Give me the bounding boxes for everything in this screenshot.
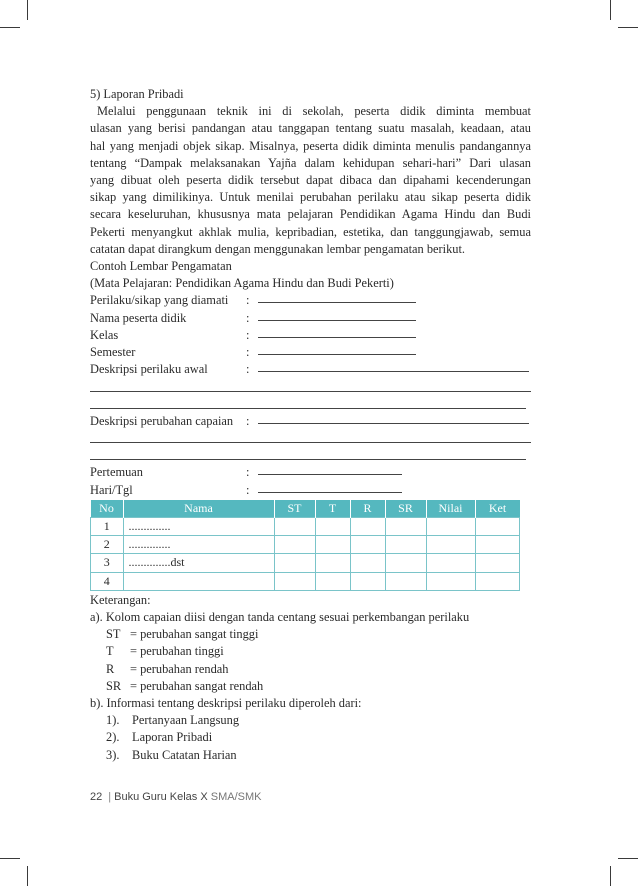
cell-t[interactable] xyxy=(315,536,350,554)
example-subtitle: (Mata Pelajaran: Pendidikan Agama Hindu dan Budi Pekerti) xyxy=(90,276,394,291)
book-title: Buku Guru Kelas X xyxy=(114,791,208,803)
form-colon: : xyxy=(246,413,250,428)
footer-separator: | xyxy=(108,791,112,803)
cell-nilai[interactable] xyxy=(426,536,475,554)
cell-t[interactable] xyxy=(315,518,350,536)
keterangan-b: b). Informasi tentang deskripsi perilaku diperoleh dari: xyxy=(90,696,362,711)
legend-item xyxy=(90,643,531,660)
section-heading: 5) Laporan Pribadi xyxy=(90,87,184,101)
cell-sr[interactable] xyxy=(385,518,426,536)
column-header-ket: Ket xyxy=(475,500,520,518)
table-row xyxy=(91,536,520,554)
column-header-nilai: Nilai xyxy=(426,500,475,518)
source-number: 2). xyxy=(106,730,120,745)
cell-st[interactable] xyxy=(274,536,315,554)
source-item xyxy=(90,747,531,764)
paragraph-line: secara keseluruhan, khususnya mata pelajaran Pendidikan Agama Hindu dan Budi xyxy=(90,207,531,222)
form-label: Hari/Tgl xyxy=(90,482,133,497)
cell-nilai[interactable] xyxy=(426,572,475,590)
page-content xyxy=(90,86,531,764)
cell-st[interactable] xyxy=(274,518,315,536)
form-colon: : xyxy=(246,345,250,360)
source-text: Laporan Pribadi xyxy=(132,730,213,745)
cell-ket[interactable] xyxy=(475,554,520,572)
paragraph-line: tentang “Dampak melaksanakan Yajña dalam kehidupan sehari-hari” Dari ulasan xyxy=(90,155,531,170)
paragraph-line: Melalui penggunaan teknik ini di sekolah, peserta didik diminta membuat xyxy=(97,104,531,119)
crop-mark xyxy=(27,0,28,20)
cell-sr[interactable] xyxy=(385,554,426,572)
cell-ket[interactable] xyxy=(475,518,520,536)
form-colon: : xyxy=(246,482,250,497)
form-colon: : xyxy=(246,327,250,342)
form-label: Pertemuan xyxy=(90,465,143,480)
crop-mark xyxy=(610,0,611,20)
observation-table xyxy=(90,500,520,591)
form-row xyxy=(90,464,531,481)
table-header-row xyxy=(91,500,520,518)
crop-mark xyxy=(618,27,638,28)
source-item xyxy=(90,729,531,746)
row-number: 3 xyxy=(91,554,124,572)
column-header-nama: Nama xyxy=(123,500,274,518)
legend-code: R xyxy=(106,661,115,676)
source-text: Buku Catatan Harian xyxy=(132,747,237,762)
row-number: 1 xyxy=(91,518,124,536)
table-row xyxy=(91,518,520,536)
form-row xyxy=(90,292,531,309)
legend-code: T xyxy=(106,644,114,659)
crop-mark xyxy=(0,27,20,28)
cell-t[interactable] xyxy=(315,554,350,572)
form-label: Deskripsi perilaku awal xyxy=(90,362,208,377)
cell-ket[interactable] xyxy=(475,536,520,554)
paragraph-line: sikap yang dimilikinya. Untuk menilai perubahan perilaku atau sikap peserta didik xyxy=(90,190,531,205)
row-name[interactable]: ..............dst xyxy=(123,554,274,572)
source-text: Pertanyaan Langsung xyxy=(132,713,240,728)
paragraph-line: hal yang menjadi objek sikap. Misalnya, peserta didik diminta menulis pandangannya xyxy=(90,138,531,153)
row-number: 4 xyxy=(91,572,124,590)
cell-t[interactable] xyxy=(315,572,350,590)
form-colon: : xyxy=(246,293,250,308)
book-level: SMA/SMK xyxy=(210,791,262,803)
cell-nilai[interactable] xyxy=(426,518,475,536)
table-row xyxy=(91,554,520,572)
legend-item xyxy=(90,661,531,678)
crop-mark xyxy=(618,858,638,859)
fill-in-blank[interactable] xyxy=(258,413,529,424)
form-colon: : xyxy=(246,362,250,377)
cell-r[interactable] xyxy=(350,554,385,572)
form-colon: : xyxy=(246,465,250,480)
writing-line[interactable] xyxy=(90,426,531,443)
legend-code: SR xyxy=(106,678,122,693)
cell-r[interactable] xyxy=(350,572,385,590)
page-footer xyxy=(90,791,261,803)
cell-st[interactable] xyxy=(274,572,315,590)
row-name[interactable]: .............. xyxy=(123,518,274,536)
legend-desc: = perubahan sangat tinggi xyxy=(130,627,259,642)
writing-line[interactable] xyxy=(90,443,526,460)
form-row xyxy=(90,344,531,361)
cell-r[interactable] xyxy=(350,518,385,536)
legend-item xyxy=(90,626,531,643)
fill-in-blank[interactable] xyxy=(258,464,402,475)
row-name[interactable] xyxy=(123,572,274,590)
legend-code: ST xyxy=(106,627,121,642)
crop-mark xyxy=(0,858,20,859)
column-header-sr: SR xyxy=(385,500,426,518)
table-row xyxy=(91,572,520,590)
fill-in-blank[interactable] xyxy=(258,292,416,303)
legend-item xyxy=(90,678,531,695)
form-row xyxy=(90,327,531,344)
paragraph-line: catatan dapat dirangkum dengan menggunakan lembar pengamatan berikut. xyxy=(90,241,466,256)
example-title: Contoh Lembar Pengamatan xyxy=(90,259,232,274)
column-header-t: T xyxy=(315,500,350,518)
form-label: Deskripsi perubahan capaian xyxy=(90,413,234,428)
row-number: 2 xyxy=(91,536,124,554)
column-header-st: ST xyxy=(274,500,315,518)
source-item xyxy=(90,712,531,729)
source-number: 1). xyxy=(106,713,120,728)
fill-in-blank[interactable] xyxy=(258,310,416,321)
form-label: Semester xyxy=(90,345,136,360)
paragraph-line: yang dibuat oleh peserta didik tersebut dapat dibaca dan dipahami kecenderungan xyxy=(90,173,531,188)
cell-sr[interactable] xyxy=(385,572,426,590)
fill-in-blank[interactable] xyxy=(258,344,416,355)
page-number: 22 xyxy=(90,791,103,803)
form-label: Perilaku/sikap yang diamati xyxy=(90,293,229,308)
cell-sr[interactable] xyxy=(385,536,426,554)
form-label: Nama peserta didik xyxy=(90,310,187,325)
cell-r[interactable] xyxy=(350,536,385,554)
writing-line[interactable] xyxy=(90,392,526,409)
cell-st[interactable] xyxy=(274,554,315,572)
writing-line[interactable] xyxy=(90,374,531,391)
form-label: Kelas xyxy=(90,327,119,342)
legend-desc: = perubahan rendah xyxy=(130,661,229,676)
paragraph-line: ulasan yang berisi pandangan atau tanggapan tentang suatu masalah, keadaan, atau xyxy=(90,121,531,136)
column-header-r: R xyxy=(350,500,385,518)
form-row xyxy=(90,482,531,499)
crop-mark xyxy=(27,866,28,886)
crop-mark xyxy=(610,866,611,886)
fill-in-blank[interactable] xyxy=(258,361,529,372)
row-name[interactable]: .............. xyxy=(123,536,274,554)
keterangan-title: Keterangan: xyxy=(90,592,151,607)
legend-desc: = perubahan tinggi xyxy=(130,644,224,659)
column-header-no: No xyxy=(91,500,124,518)
cell-nilai[interactable] xyxy=(426,554,475,572)
form-colon: : xyxy=(246,310,250,325)
source-number: 3). xyxy=(106,747,120,762)
fill-in-blank[interactable] xyxy=(258,327,416,338)
cell-ket[interactable] xyxy=(475,572,520,590)
fill-in-blank[interactable] xyxy=(258,482,402,493)
paragraph-line: Pekerti menyangkut akhlak mulia, kepribadian, estetika, dan tanggungjawab, semua xyxy=(90,224,531,239)
keterangan-a: a). Kolom capaian diisi dengan tanda centang sesuai perkembangan perilaku xyxy=(90,610,470,625)
legend-desc: = perubahan sangat rendah xyxy=(130,678,264,693)
form-row xyxy=(90,310,531,327)
